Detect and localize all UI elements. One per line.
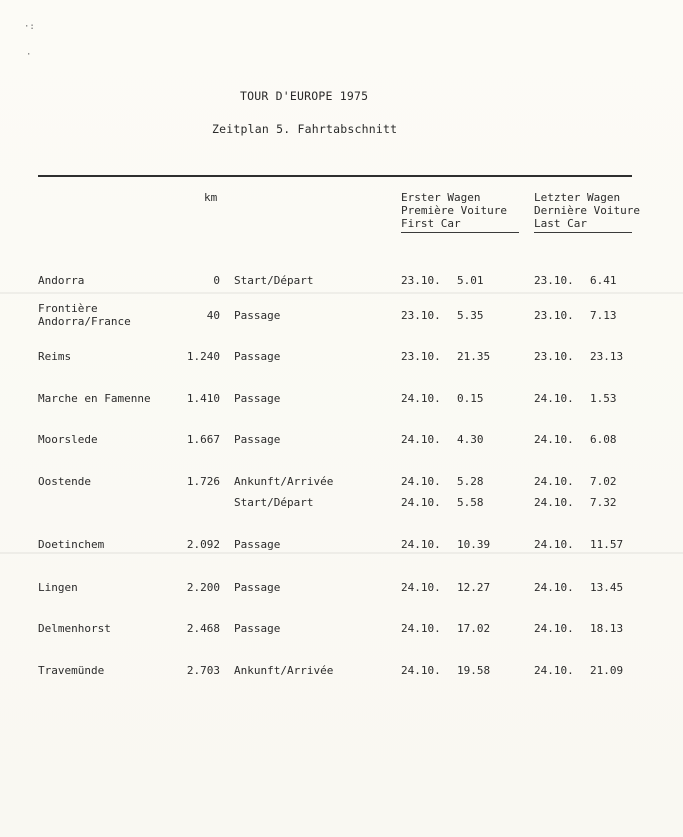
last-car-time: 7.13 [590, 309, 617, 322]
first-car-time: 4.30 [457, 433, 484, 446]
last-car-date: 23.10. [534, 350, 574, 363]
place-name: Doetinchem [38, 538, 105, 551]
km-value: 2.200 [186, 581, 220, 594]
first-car-time: 17.02 [457, 622, 491, 635]
checkpoint-type: Ankunft/Arrivée [234, 664, 334, 677]
place-name: Travemünde [38, 664, 105, 677]
first-car-date: 24.10. [401, 622, 441, 635]
place-name: Andorra [38, 274, 85, 287]
last-car-date: 24.10. [534, 581, 574, 594]
last-car-time: 7.32 [590, 496, 617, 509]
first-car-date: 23.10. [401, 274, 441, 287]
first-car-date: 24.10. [401, 433, 441, 446]
place-name: Reims [38, 350, 72, 363]
first-car-date: 24.10. [401, 475, 441, 488]
last-car-date: 24.10. [534, 496, 574, 509]
last-car-date: 24.10. [534, 622, 574, 635]
km-value: 1.667 [186, 433, 220, 446]
first-car-header-line: Erster Wagen [401, 191, 481, 204]
checkpoint-type: Passage [234, 581, 281, 594]
punch-mark: ·: [24, 22, 35, 32]
place-name: Moorslede [38, 433, 98, 446]
last-car-time: 6.08 [590, 433, 617, 446]
km-value: 40 [206, 309, 220, 322]
checkpoint-type: Passage [234, 538, 281, 551]
first-car-time: 0.15 [457, 392, 484, 405]
last-car-date: 23.10. [534, 274, 574, 287]
checkpoint-type: Passage [234, 433, 281, 446]
first-car-header-line: Première Voiture [401, 204, 507, 217]
place-name: Oostende [38, 475, 91, 488]
last-car-header [534, 191, 640, 230]
last-car-time: 21.09 [590, 664, 624, 677]
km-value: 2.468 [186, 622, 220, 635]
km-header: km [204, 191, 218, 204]
last-car-time: 18.13 [590, 622, 624, 635]
paper-fold [0, 292, 683, 294]
first-car-header-underline [401, 232, 519, 233]
first-car-time: 19.58 [457, 664, 491, 677]
document-title: TOUR D'EUROPE 1975 [240, 89, 369, 103]
checkpoint-type: Ankunft/Arrivée [234, 475, 334, 488]
first-car-time: 5.35 [457, 309, 484, 322]
checkpoint-type: Passage [234, 392, 281, 405]
first-car-time: 5.58 [457, 496, 484, 509]
km-value: 1.240 [186, 350, 220, 363]
first-car-header [401, 191, 507, 230]
last-car-date: 24.10. [534, 475, 574, 488]
last-car-time: 11.57 [590, 538, 624, 551]
checkpoint-type: Passage [234, 622, 281, 635]
header-rule [38, 175, 632, 177]
last-car-header-line: Letzter Wagen [534, 191, 621, 204]
document-subtitle: Zeitplan 5. Fahrtabschnitt [212, 122, 398, 136]
last-car-date: 24.10. [534, 433, 574, 446]
km-value: 2.092 [186, 538, 220, 551]
first-car-date: 24.10. [401, 538, 441, 551]
place-name: Frontière [38, 302, 98, 315]
checkpoint-type: Start/Départ [234, 274, 314, 287]
km-value: 2.703 [186, 664, 220, 677]
place-name: Andorra/France [38, 315, 131, 328]
place-name: Marche en Famenne [38, 392, 151, 405]
first-car-date: 24.10. [401, 392, 441, 405]
checkpoint-type: Start/Départ [234, 496, 314, 509]
last-car-date: 23.10. [534, 309, 574, 322]
first-car-date: 24.10. [401, 496, 441, 509]
last-car-time: 13.45 [590, 581, 624, 594]
first-car-time: 10.39 [457, 538, 491, 551]
last-car-date: 24.10. [534, 664, 574, 677]
km-value: 0 [213, 274, 220, 287]
first-car-time: 12.27 [457, 581, 491, 594]
last-car-date: 24.10. [534, 392, 574, 405]
last-car-header-line: Dernière Voiture [534, 204, 640, 217]
last-car-time: 1.53 [590, 392, 617, 405]
place-name: Delmenhorst [38, 622, 111, 635]
last-car-date: 24.10. [534, 538, 574, 551]
last-car-time: 6.41 [590, 274, 617, 287]
first-car-date: 23.10. [401, 309, 441, 322]
first-car-time: 5.28 [457, 475, 484, 488]
first-car-date: 23.10. [401, 350, 441, 363]
km-value: 1.410 [186, 392, 220, 405]
last-car-header-line: Last Car [534, 217, 587, 230]
last-car-header-underline [534, 232, 632, 233]
last-car-time: 23.13 [590, 350, 624, 363]
checkpoint-type: Passage [234, 350, 281, 363]
punch-mark: · [26, 50, 32, 60]
first-car-time: 21.35 [457, 350, 491, 363]
km-value: 1.726 [186, 475, 220, 488]
last-car-time: 7.02 [590, 475, 617, 488]
first-car-date: 24.10. [401, 664, 441, 677]
paper-fold [0, 552, 683, 554]
first-car-time: 5.01 [457, 274, 484, 287]
first-car-date: 24.10. [401, 581, 441, 594]
checkpoint-type: Passage [234, 309, 281, 322]
first-car-header-line: First Car [401, 217, 461, 230]
place-name: Lingen [38, 581, 78, 594]
